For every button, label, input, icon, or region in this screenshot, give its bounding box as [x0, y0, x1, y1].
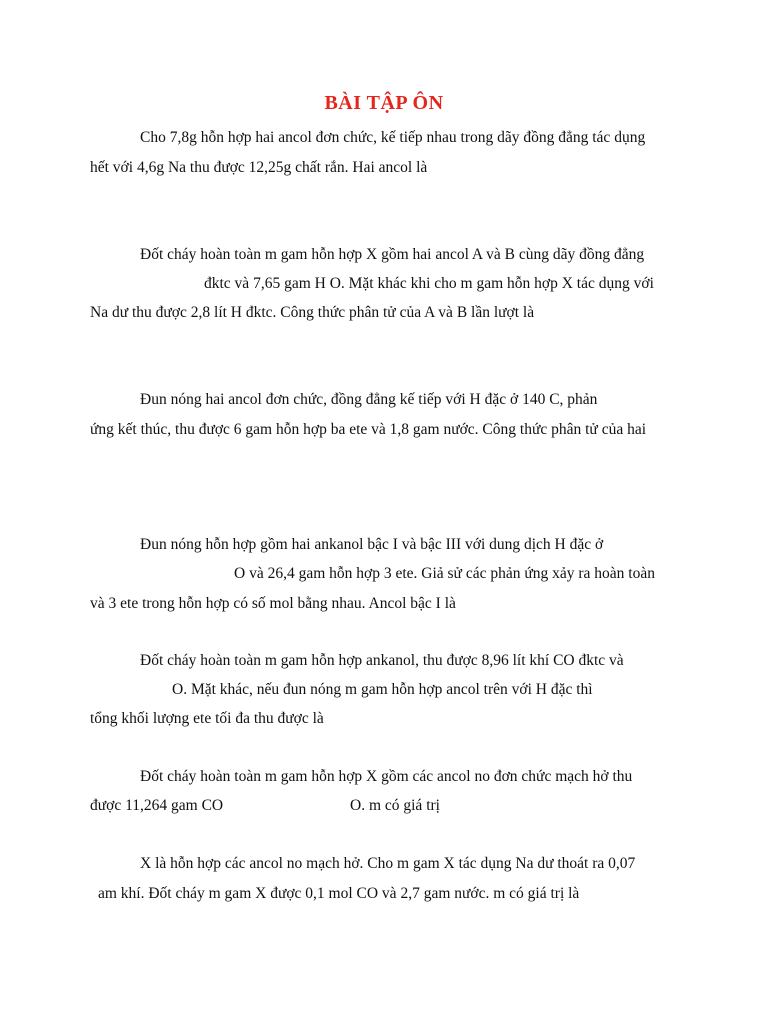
problem-6-line-1: Đốt cháy hoàn toàn m gam hỗn hợp X gồm các ancol no đơn chức mạch hở thu	[140, 768, 633, 785]
problem-4-line-1: Đun nóng hỗn hợp gồm hai ankanol bậc I và bậc III với dung dịch H đặc ở	[140, 536, 604, 553]
problem-7-line-1: X là hỗn hợp các ancol no mạch hở. Cho m gam X tác dụng Na dư thoát ra 0,07	[140, 855, 636, 872]
problem-3-line-1: Đun nóng hai ancol đơn chức, đồng đẳng kế tiếp với H đặc ở 140 C, phản	[140, 391, 598, 408]
problem-4-line-3: và 3 ete trong hỗn hợp có số mol bằng nhau. Ancol bậc I là	[90, 595, 456, 612]
problem-1-line-2: hết với 4,6g Na thu được 12,25g chất rắn. Hai ancol là	[90, 159, 428, 176]
problem-6-line-2-end: O. m có giá trị	[350, 797, 440, 814]
problem-2-line-2: đktc và 7,65 gam H O. Mặt khác khi cho m gam hỗn hợp X tác dụng với	[204, 275, 654, 292]
problem-5-line-3: tổng khối lượng ete tối đa thu được là	[90, 710, 324, 727]
problem-6-line-2: được 11,264 gam CO	[90, 797, 224, 814]
problem-3-line-2: ứng kết thúc, thu được 6 gam hỗn hợp ba ete và 1,8 gam nước. Công thức phân tử của hai	[90, 421, 647, 438]
problem-5-line-1: Đốt cháy hoàn toàn m gam hỗn hợp ankanol, thu được 8,96 lít khí CO đktc và	[140, 652, 624, 669]
problem-1-line-1: Cho 7,8g hỗn hợp hai ancol đơn chức, kế tiếp nhau trong dãy đồng đẳng tác dụng	[140, 129, 646, 146]
problem-7-line-2: am khí. Đốt cháy m gam X được 0,1 mol CO và 2,7 gam nước. m có giá trị là	[98, 885, 580, 902]
document-title: BÀI TẬP ÔN	[324, 92, 444, 114]
problem-2-line-3: Na dư thu được 2,8 lít H đktc. Công thức phân tử của A và B lần lượt là	[90, 304, 535, 321]
problem-5-line-2: O. Mặt khác, nếu đun nóng m gam hỗn hợp ancol trên với H đặc thì	[172, 681, 593, 698]
problem-2-line-1: Đốt cháy hoàn toàn m gam hỗn hợp X gồm hai ancol A và B cùng dãy đồng đẳng	[140, 246, 645, 263]
problem-4-line-2: O và 26,4 gam hỗn hợp 3 ete. Giả sử các phản ứng xảy ra hoàn toàn	[234, 565, 655, 582]
